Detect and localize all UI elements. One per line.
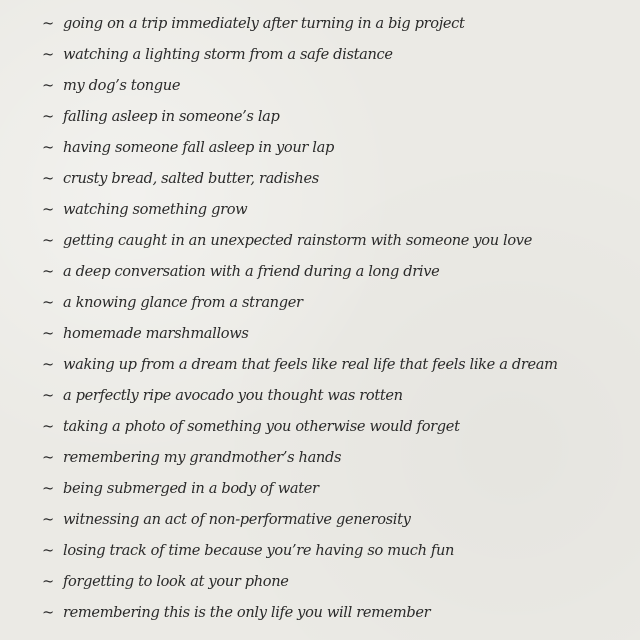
list-bullet: ~ [42,418,55,435]
list-bullet: ~ [42,46,55,63]
list-item [42,225,558,256]
list-bullet: ~ [42,15,55,32]
list-bullet: ~ [42,387,55,404]
list-item [42,349,558,380]
list-item [42,194,558,225]
list-item [42,101,558,132]
list-bullet: ~ [42,77,55,94]
list-item-text: losing track of time because you’re having so much fun [63,542,455,559]
list-bullet: ~ [42,573,55,590]
text-list [42,8,558,628]
list-item [42,566,558,597]
list-item-text: going on a trip immediately after turning in a big project [63,15,465,32]
list-bullet: ~ [42,263,55,280]
list-bullet: ~ [42,139,55,156]
list-item-text: a knowing glance from a stranger [63,294,303,311]
list-item [42,442,558,473]
list-bullet: ~ [42,480,55,497]
list-item-text: witnessing an act of non-performative generosity [63,511,411,528]
list-bullet: ~ [42,201,55,218]
list-item [42,39,558,70]
list-item-text: forgetting to look at your phone [63,573,289,590]
list-item [42,70,558,101]
list-item [42,473,558,504]
list-item [42,411,558,442]
list-item-text: crusty bread, salted butter, radishes [63,170,319,187]
list-item [42,163,558,194]
list-bullet: ~ [42,170,55,187]
list-bullet: ~ [42,356,55,373]
list-item [42,380,558,411]
list-bullet: ~ [42,108,55,125]
list-item-text: falling asleep in someone’s lap [63,108,280,125]
list-item-text: getting caught in an unexpected rainstorm with someone you love [63,232,532,249]
list-item-text: my dog’s tongue [63,77,181,94]
list-bullet: ~ [42,449,55,466]
list-item-text: a deep conversation with a friend during a long drive [63,263,440,280]
list-bullet: ~ [42,511,55,528]
list-item [42,132,558,163]
list-item-text: waking up from a dream that feels like real life that feels like a dream [63,356,558,373]
list-bullet: ~ [42,325,55,342]
list-item-text: watching a lighting storm from a safe distance [63,46,393,63]
list-item-text: remembering my grandmother’s hands [63,449,342,466]
list-bullet: ~ [42,604,55,621]
list-item [42,597,558,628]
list-item [42,318,558,349]
list-bullet: ~ [42,232,55,249]
list-item [42,504,558,535]
list-item-text: having someone fall asleep in your lap [63,139,334,156]
list-item-text: watching something grow [63,201,248,218]
list-item-text: remembering this is the only life you will remember [63,604,431,621]
list-bullet: ~ [42,542,55,559]
list-item-text: a perfectly ripe avocado you thought was rotten [63,387,403,404]
list-item [42,535,558,566]
list-item [42,256,558,287]
list-item [42,287,558,318]
list-bullet: ~ [42,294,55,311]
list-item-text: homemade marshmallows [63,325,249,342]
list-item-text: taking a photo of something you otherwise would forget [63,418,460,435]
list-item-text: being submerged in a body of water [63,480,319,497]
list-item [42,8,558,39]
